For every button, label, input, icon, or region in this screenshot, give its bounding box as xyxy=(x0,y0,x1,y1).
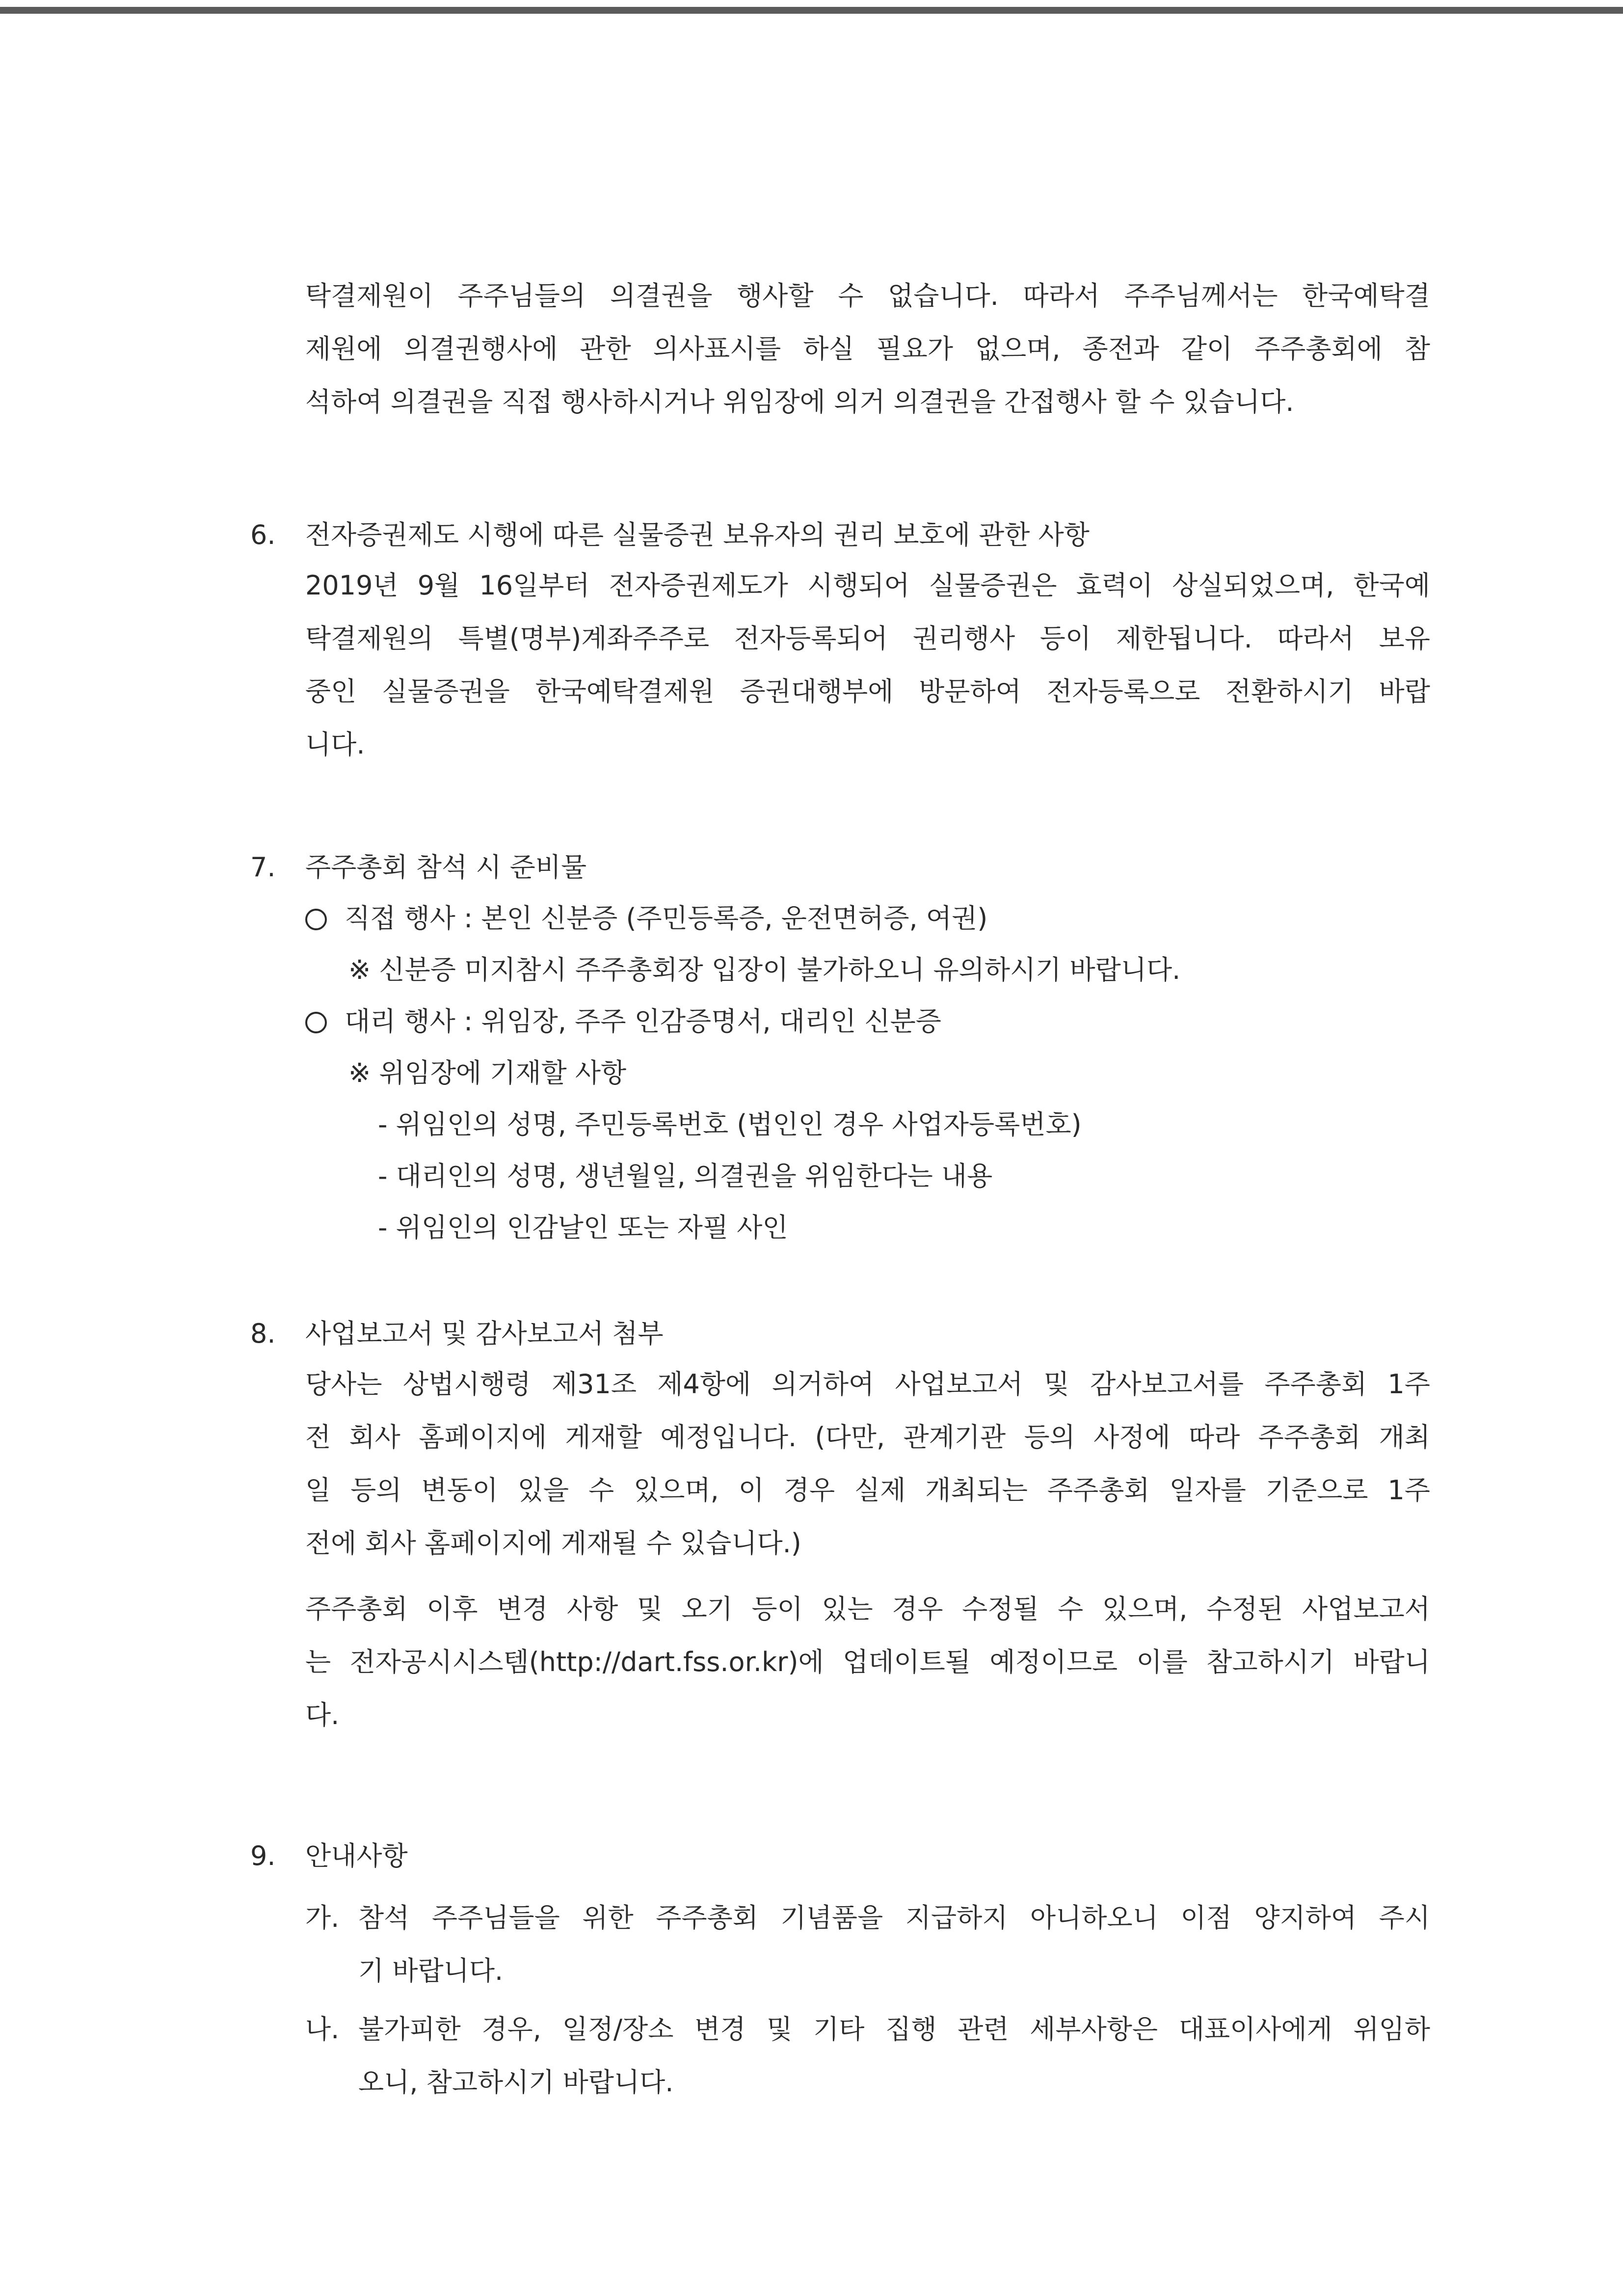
section-8-line: 는 전자공시시스템(http://dart.fss.or.kr)에 업데이트될 예정이므로 이를 참고하시기 바랍니 xyxy=(305,1647,1430,1677)
section-8-paragraph-2 xyxy=(305,1583,1430,1742)
section-6-heading xyxy=(250,509,1090,562)
section-9-number: 9. xyxy=(250,1840,276,1871)
section-9-heading xyxy=(250,1830,408,1883)
intro-line: 석하여 의결권을 직접 행사하시거나 위임장에 의거 의결권을 간접행사 할 수 있습니다. xyxy=(305,386,1294,417)
proxy-list-item: - 위임인의 인감날인 또는 자필 사인 xyxy=(378,1212,788,1243)
section-6-line: 중인 실물증권을 한국예탁결제원 증권대행부에 방문하여 전자등록으로 전환하시기 바랍 xyxy=(305,676,1430,707)
circle-bullet-icon xyxy=(305,1012,327,1033)
section-8-title: 사업보고서 및 감사보고서 첨부 xyxy=(305,1318,664,1349)
section-7-title: 주주총회 참석 시 준비물 xyxy=(305,852,587,883)
section-6-line: 2019년 9월 16일부터 전자증권제도가 시행되어 실물증권은 효력이 상실되었으며, 한국예 xyxy=(305,570,1430,601)
proxy-exercise-text: 대리 행사 : 위임장, 주주 인감증명서, 대리인 신분증 xyxy=(345,1006,941,1037)
intro-paragraph xyxy=(305,270,1430,429)
section-8-line: 일 등의 변동이 있을 수 있으며, 이 경우 실제 개최되는 주주총회 일자를 기준으로 1주 xyxy=(305,1475,1430,1506)
direct-exercise-text: 직접 행사 : 본인 신분증 (주민등록증, 운전면허증, 여권) xyxy=(345,903,988,934)
direct-exercise-item xyxy=(305,892,987,945)
circle-bullet-icon xyxy=(305,909,327,930)
section-8-line: 전에 회사 홈페이지에 게재될 수 있습니다.) xyxy=(305,1528,801,1559)
section-8-paragraph-1 xyxy=(305,1358,1430,1570)
proxy-list-item: - 대리인의 성명, 생년월일, 의결권을 위임한다는 내용 xyxy=(378,1161,993,1191)
notice-marker: 나. xyxy=(305,2014,340,2045)
notice-line: 오니, 참고하시기 바랍니다. xyxy=(358,2067,674,2098)
section-9-title: 안내사항 xyxy=(305,1840,408,1871)
proxy-note: ※ 위임장에 기재할 사항 xyxy=(348,1057,627,1088)
section-8-line: 주주총회 이후 변경 사항 및 오기 등이 있는 경우 수정될 수 있으며, 수정된 사업보고서 xyxy=(305,1594,1430,1624)
notice-line: 참석 주주님들을 위한 주주총회 기념품을 지급하지 아니하오니 이점 양지하여 주시 xyxy=(358,1902,1430,1933)
direct-exercise-note: ※ 신분증 미지참시 주주총회장 입장이 불가하오니 유의하시기 바랍니다. xyxy=(348,954,1181,985)
proxy-list-item: - 위임인의 성명, 주민등록번호 (법인인 경우 사업자등록번호) xyxy=(378,1109,1082,1140)
notice-item-ga xyxy=(305,1891,1430,1998)
section-6-body xyxy=(305,559,1430,771)
section-8-heading xyxy=(250,1307,664,1360)
section-7-heading xyxy=(250,841,586,894)
section-6-title: 전자증권제도 시행에 따른 실물증권 보유자의 권리 보호에 관한 사항 xyxy=(305,519,1090,550)
section-8-number: 8. xyxy=(250,1318,276,1349)
intro-line: 제원에 의결권행사에 관한 의사표시를 하실 필요가 없으며, 종전과 같이 주주총회에 참 xyxy=(305,333,1430,364)
section-7-number: 7. xyxy=(250,852,276,883)
notice-item-na xyxy=(305,2003,1430,2109)
notice-line: 기 바랍니다. xyxy=(358,1955,504,1986)
proxy-exercise-item xyxy=(305,995,941,1048)
section-6-number: 6. xyxy=(250,519,276,550)
section-6-line: 탁결제원의 특별(명부)계좌주주로 전자등록되어 권리행사 등이 제한됩니다. 따라서 보유 xyxy=(305,623,1430,654)
notice-marker: 가. xyxy=(305,1902,340,1933)
section-8-line: 전 회사 홈페이지에 게재할 예정입니다. (다만, 관계기관 등의 사정에 따라 주주총회 개최 xyxy=(305,1422,1430,1453)
notice-line: 불가피한 경우, 일정/장소 변경 및 기타 집행 관련 세부사항은 대표이사에게 위임하 xyxy=(358,2014,1430,2045)
section-6-line: 니다. xyxy=(305,729,365,760)
intro-line: 탁결제원이 주주님들의 의결권을 행사할 수 없습니다. 따라서 주주님께서는 한국예탁결 xyxy=(305,280,1430,311)
section-8-line: 다. xyxy=(305,1700,340,1730)
section-8-line: 당사는 상법시행령 제31조 제4항에 의거하여 사업보고서 및 감사보고서를 주주총회 1주 xyxy=(305,1369,1430,1400)
